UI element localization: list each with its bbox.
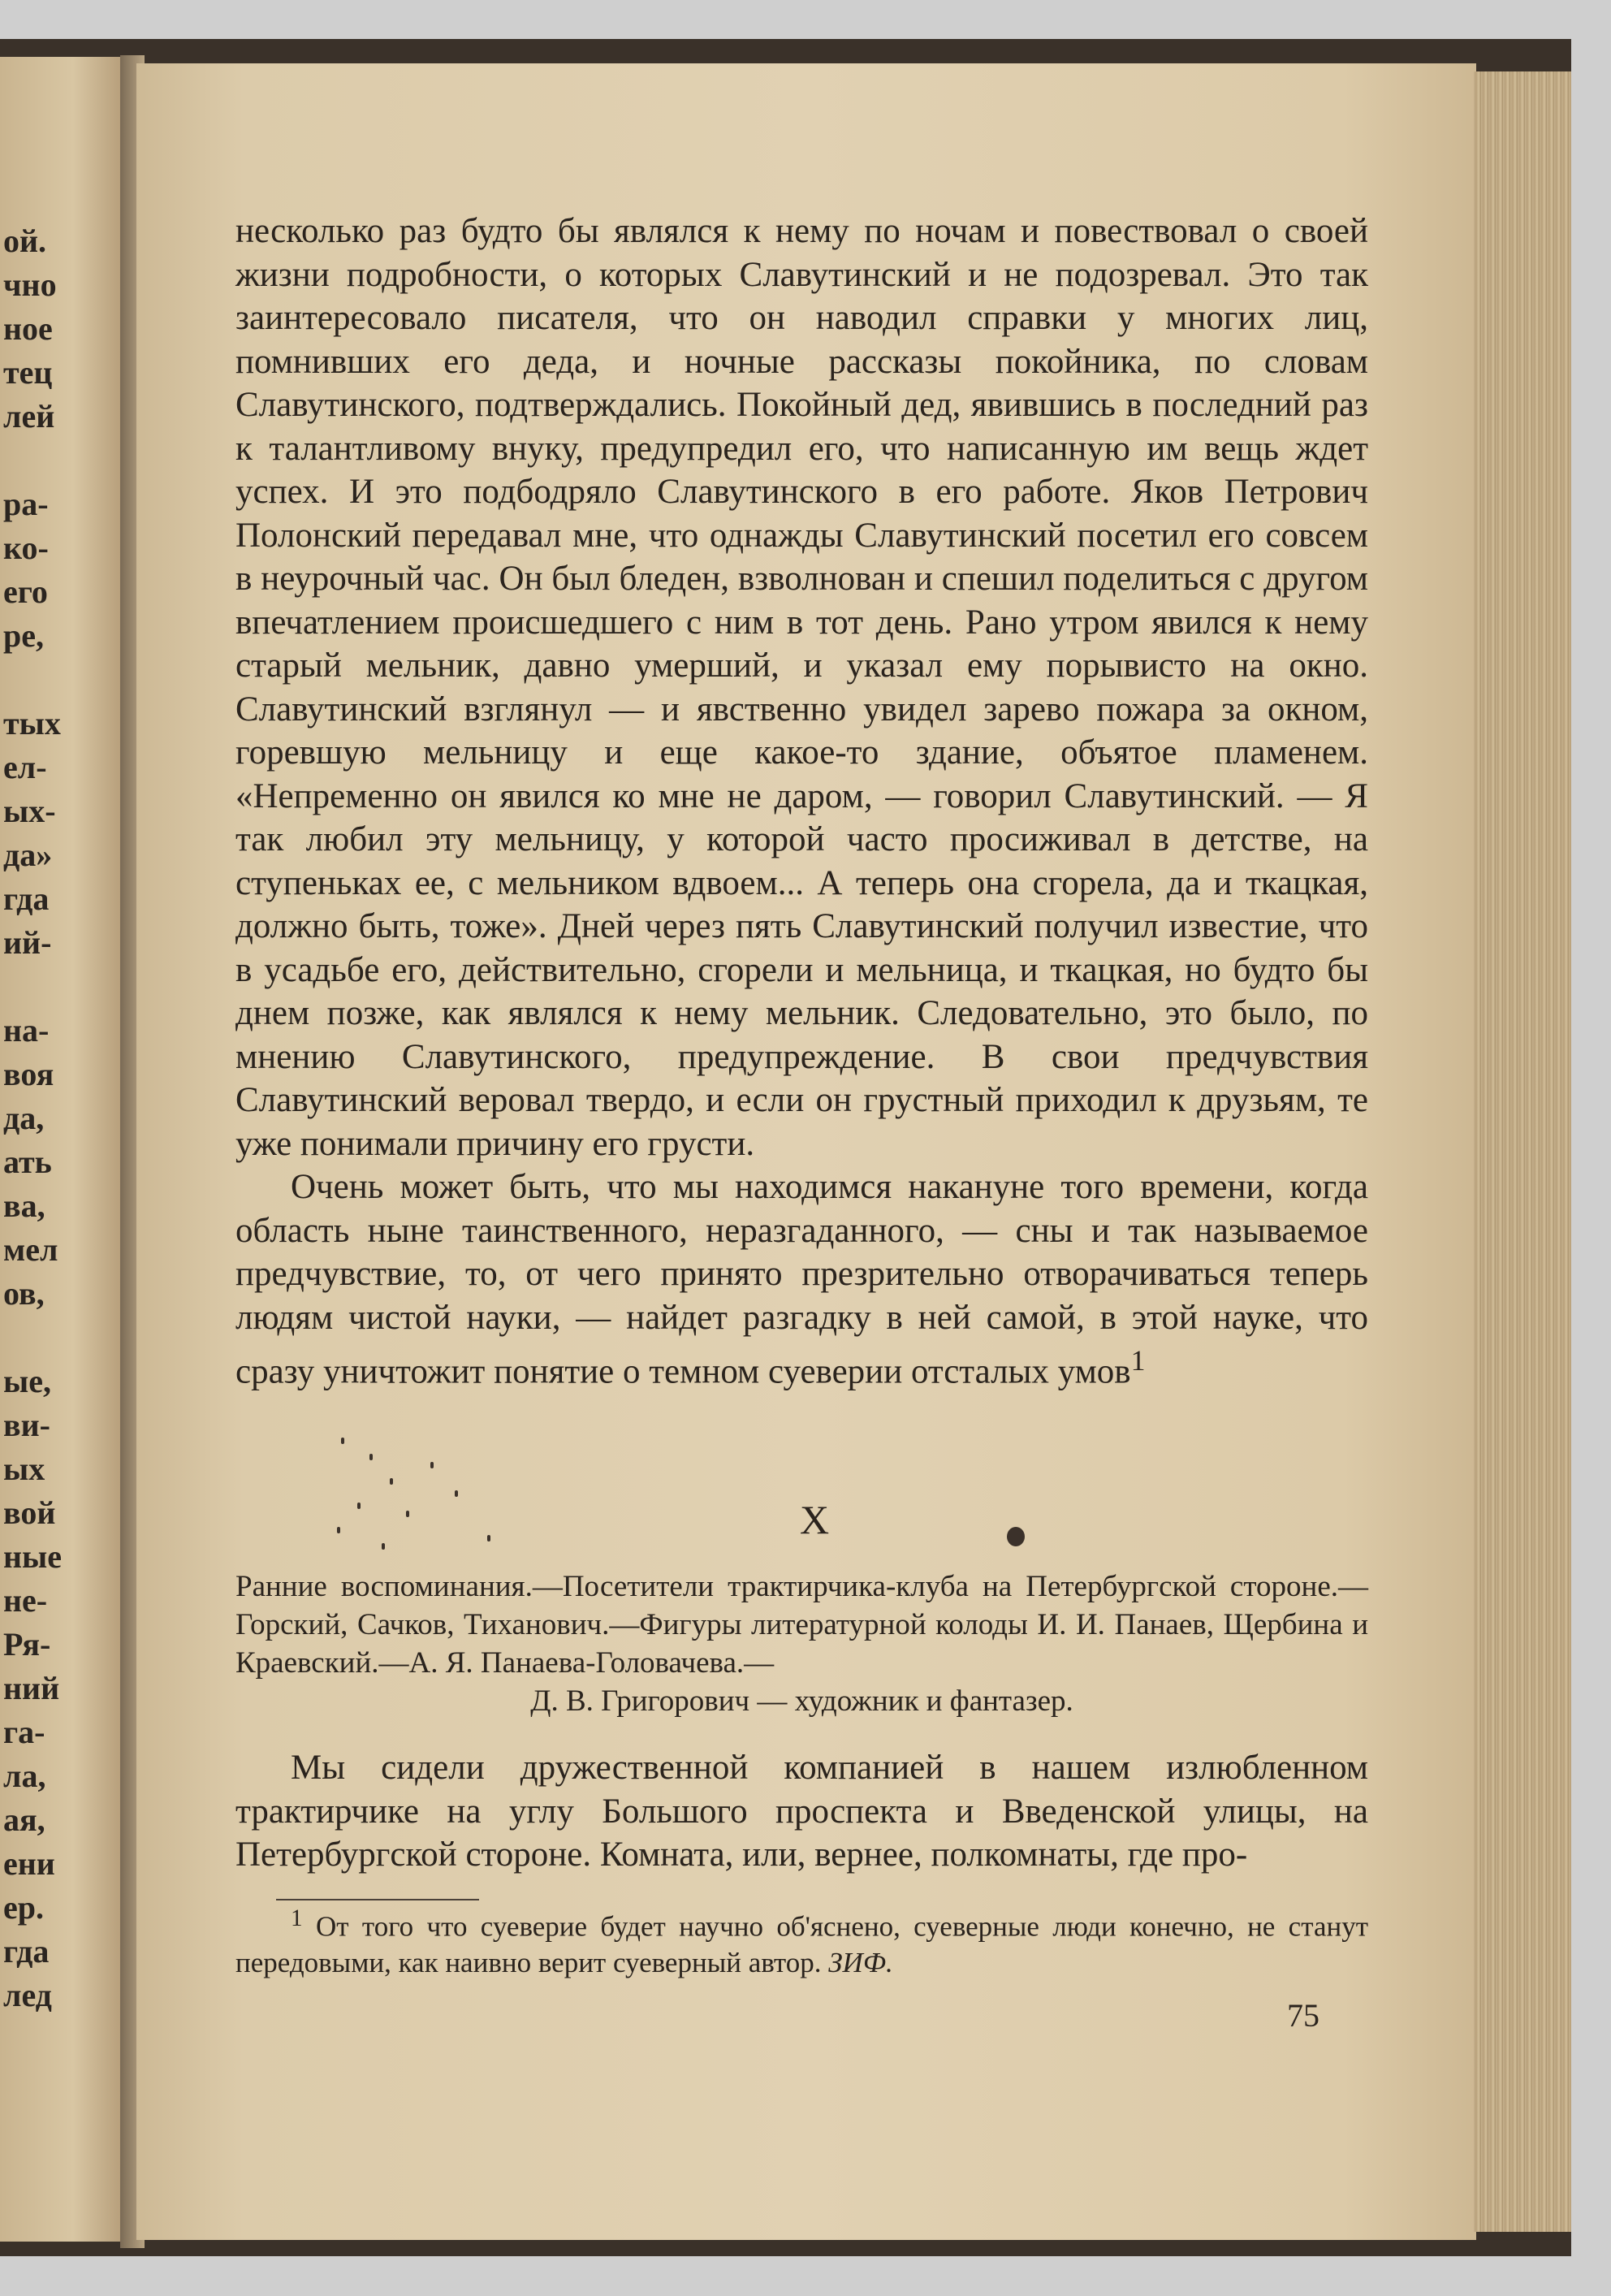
ink-speck xyxy=(341,1438,344,1444)
paragraph-2 xyxy=(235,1165,1368,1394)
left-page-text-fragments: ой. чно ное тец лей ра- ко- его ре, тых ел- ых- да» гда ий- на- воя да, ать ва, мел ов, ые, ви- ых вой ные не- Ря- ний га- ла, ая, ени ер. гда лед xyxy=(3,223,63,2013)
chapter-summary-line-1: Ранние воспоминания.—Посетители трактирчика-клуба на Петербургской стороне.—Горский, Сачков, Тиханович.—Фигуры литературной колоды И. И. Панаев, Щербина и Краевский.—А. Я. Панаева-Головачева.— xyxy=(235,1570,1368,1680)
footnote-text: От того что суеверие будет научно об'яснено, суеверные люди конечно, не станут передовыми, как наивно верит суеверный автор. xyxy=(235,1910,1369,1978)
ink-speck xyxy=(357,1503,361,1509)
left-page xyxy=(0,57,122,2242)
page-number: 75 xyxy=(1287,1997,1319,2034)
chapter-summary-line-2: Д. В. Григорович — художник и фантазер. xyxy=(530,1684,1073,1718)
ink-speck xyxy=(382,1543,385,1550)
ink-speck xyxy=(337,1527,340,1533)
ink-speck xyxy=(406,1511,409,1517)
paragraph-2-text: Очень может быть, что мы находимся накануне того времени, когда область ныне таинственного, неразгаданного, — сны и так называемое предчувствие, то, от чего принято презрительно отворачиваться теперь людям чистой науки, — найдет разгадку в ней самой, в этой науке, что сразу уничтожит понятие о темном суеверии отсталых умов xyxy=(235,1168,1368,1391)
ink-blot xyxy=(1007,1527,1025,1546)
ink-speck xyxy=(390,1478,393,1485)
footnote-signature: ЗИФ. xyxy=(828,1946,893,1978)
main-text xyxy=(235,210,1368,1394)
ink-speck xyxy=(369,1454,373,1460)
footnote-ref: 1 xyxy=(1130,1344,1146,1377)
chapter-summary xyxy=(235,1567,1368,1720)
page-edges xyxy=(1474,71,1571,2232)
chapter-text xyxy=(235,1746,1368,1877)
chapter-number: X xyxy=(800,1497,830,1542)
footnote-paragraph xyxy=(235,1900,1368,1981)
chapter-paragraph-1: Мы сидели дружественной компанией в нашем излюбленном трактирчике на углу Большого проспекта и Введенской улицы, на Петербургской стороне. Комната, или, вернее, полкомнаты, где про- xyxy=(235,1749,1368,1874)
footnote-marker: 1 xyxy=(291,1905,303,1931)
paragraph-1: несколько раз будто бы являлся к нему по ночам и повествовал о своей жизни подробности, о которых Славутинский и не подозревал. Это так заинтересовало писателя, что он наводил справки у многих лиц, помнивших его деда, и ночные рассказы покойника, по словам Славутинского, подтверждались. Покойный дед, явившись в последний раз к талантливому внуку, предупредил его, что написанную им вещь ждет успех. И это подбодряло Славутинского в его работе. Яков Петрович Полонский передавал мне, что однажды Славутинский посетил его совсем в неурочный час. Он был бледен, взволнован и спешил поделиться с другом впечатлением происшедшего с ним в тот день. Рано утром явился к нему старый мельник, давно умерший, и указал ему порывисто на окно. Славутинский взглянул — и явственно увидел зарево пожара за окном, горевшую мельницу и еще какое-то здание, объятое пламенем. «Непременно он явился ко мне не даром, — говорил Славутинский. — Я так любил эту мельницу, у которой часто просиживал в детстве, на ступеньках ее, с мельником вдвоем... А теперь она сгорела, да и ткацкая, должно быть, тоже». Дней через пять Славутинский получил известие, что в усадьбе его, действительно, сгорели и мельница, и ткацкая, но будто бы днем позже, как являлся к нему мельник. Следовательно, это было, по мнению Славутинского, предупреждение. В свои предчувствия Славутинский веровал твердо, и если он грустный приходил к друзьям, те уже понимали причину его грусти. xyxy=(235,212,1368,1163)
footnote xyxy=(235,1900,1368,1981)
ink-speck xyxy=(455,1490,458,1497)
ink-speck xyxy=(430,1462,434,1468)
ink-speck xyxy=(487,1535,490,1541)
